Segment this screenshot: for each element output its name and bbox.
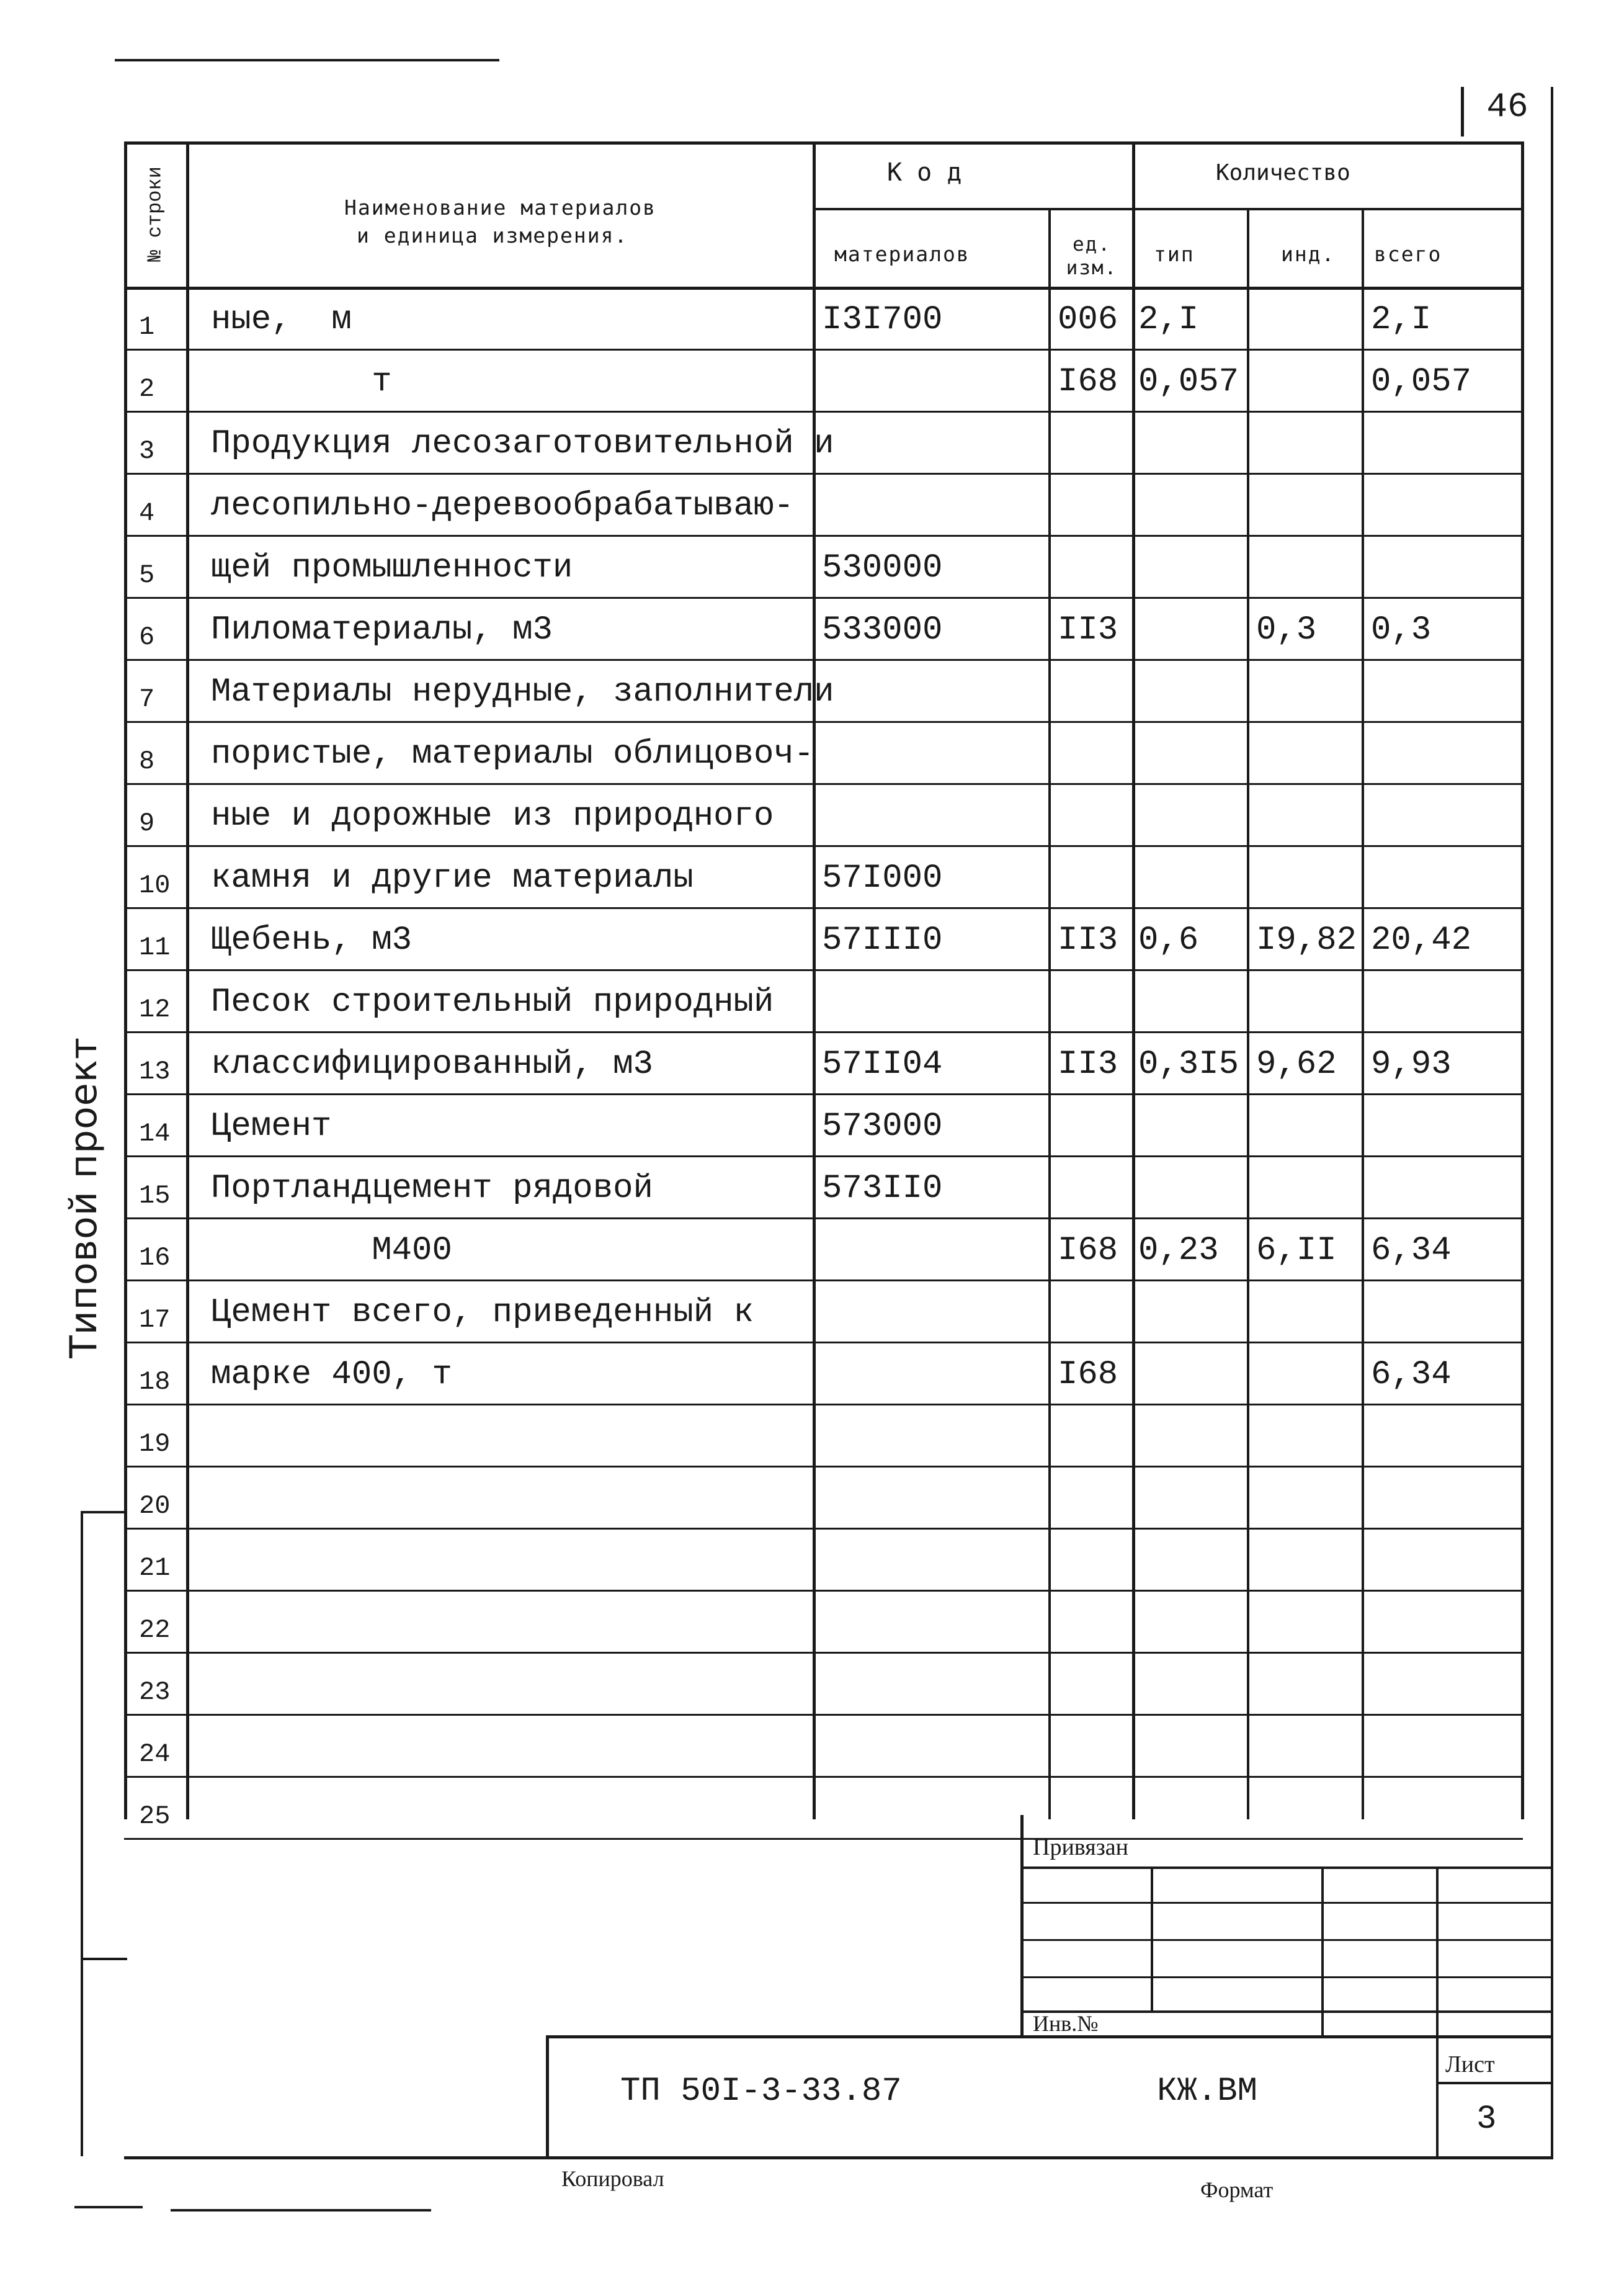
unit-code: I68 (1058, 363, 1118, 401)
unit-code: II3 (1058, 1046, 1118, 1083)
material-code: 530000 (822, 549, 943, 587)
quantity-total: 2,I (1371, 301, 1432, 339)
material-name: Песок строительный природный (211, 984, 774, 1021)
material-name: ные, м (211, 301, 352, 339)
material-name: классифицированный, м3 (211, 1046, 653, 1083)
row-number: 5 (139, 560, 155, 590)
quantity-total: 9,93 (1371, 1046, 1452, 1083)
quantity-total: 0,057 (1371, 363, 1472, 401)
quantity-ind: I9,82 (1256, 921, 1357, 959)
material-code: 57I000 (822, 859, 943, 897)
material-name: Портландцемент рядовой (211, 1170, 653, 1208)
material-name: щей промышленности (211, 549, 573, 587)
row-number: 19 (139, 1429, 171, 1459)
bottom-rule-mid (171, 2209, 431, 2212)
unit-code: II3 (1058, 921, 1118, 959)
row-number: 24 (139, 1739, 171, 1769)
material-name: Цемент (211, 1108, 332, 1145)
material-code: 57III0 (822, 921, 943, 959)
inventory-number-label: Инв.№ (1033, 2011, 1099, 2036)
material-code: 57II04 (822, 1046, 943, 1083)
privyazan-label: Привязан (1033, 1834, 1128, 1860)
row-number: 21 (139, 1553, 171, 1583)
row-number: 11 (139, 933, 171, 962)
material-name: Щебень, м3 (211, 921, 413, 959)
row-number: 8 (139, 746, 155, 776)
top-rule (115, 59, 499, 61)
material-name: Пиломатериалы, м3 (211, 611, 553, 649)
quantity-tip-header: тип (1154, 242, 1195, 266)
quantity-ind: 9,62 (1256, 1046, 1337, 1083)
quantity-tip: 0,6 (1138, 921, 1199, 959)
name-column-header-line1: Наименование материалов (344, 195, 656, 220)
row-number: 16 (139, 1243, 171, 1273)
unit-code: I68 (1058, 1356, 1118, 1394)
row-number: 23 (139, 1677, 171, 1707)
row-number: 4 (139, 498, 155, 528)
material-name: Материалы нерудные, заполнители (211, 673, 834, 711)
quantity-tip: 0,3I5 (1138, 1046, 1239, 1083)
quantity-ind: 6,II (1256, 1232, 1337, 1270)
material-name: ные и дорожные из природного (211, 797, 774, 835)
quantity-total: 6,34 (1371, 1356, 1452, 1394)
material-name: т (211, 363, 392, 401)
row-number: 12 (139, 995, 171, 1024)
code-material-header: материалов (834, 242, 970, 266)
row-number: 17 (139, 1305, 171, 1335)
bottom-rule-left (74, 2206, 143, 2208)
name-column-header-line2: и единица измерения. (357, 223, 628, 248)
quantity-total-header: всего (1374, 242, 1442, 266)
row-number: 14 (139, 1119, 171, 1149)
material-code: 573II0 (822, 1170, 943, 1208)
row-number: 18 (139, 1367, 171, 1397)
quantity-ind-header: инд. (1281, 242, 1336, 266)
side-frame (81, 1511, 83, 2156)
document-code: КЖ.ВМ (1157, 2073, 1258, 2110)
side-title: Типовой проект (62, 1037, 105, 1358)
row-number: 22 (139, 1615, 171, 1645)
row-number: 25 (139, 1801, 171, 1831)
row-number: 2 (139, 374, 155, 404)
quantity-total: 20,42 (1371, 921, 1472, 959)
row-number-header: № строки (143, 166, 167, 262)
quantity-total: 0,3 (1371, 611, 1432, 649)
row-number: 3 (139, 436, 155, 466)
quantity-ind: 0,3 (1256, 611, 1317, 649)
unit-code: I68 (1058, 1232, 1118, 1270)
sheet-label: Лист (1445, 2051, 1495, 2077)
row-number: 6 (139, 622, 155, 652)
quantity-tip: 2,I (1138, 301, 1199, 339)
material-name: лесопильно-деревообрабатываю- (211, 487, 794, 525)
material-name: пористые, материалы облицовоч- (211, 735, 814, 773)
material-name: М400 (211, 1232, 452, 1270)
row-number: 20 (139, 1491, 171, 1521)
material-name: Цемент всего, приведенный к (211, 1294, 754, 1332)
page-number: 46 (1486, 87, 1528, 127)
code-unit-header: ед. изм. (1066, 233, 1118, 279)
row-number: 15 (139, 1181, 171, 1211)
row-number: 1 (139, 312, 155, 342)
code-group-header: К о д (887, 158, 962, 187)
project-code: ТП 50I-3-33.87 (620, 2073, 902, 2110)
row-number: 9 (139, 809, 155, 838)
unit-code: 006 (1058, 301, 1118, 339)
material-code: 573000 (822, 1108, 943, 1145)
copied-by-label: Копировал (561, 2166, 664, 2191)
row-number: 10 (139, 871, 171, 900)
unit-code: II3 (1058, 611, 1118, 649)
material-code: I3I700 (822, 301, 943, 339)
row-number: 7 (139, 684, 155, 714)
quantity-total: 6,34 (1371, 1232, 1452, 1270)
material-name: марке 400, т (211, 1356, 452, 1394)
format-label: Формат (1200, 2177, 1274, 2202)
quantity-group-header: Количество (1216, 160, 1350, 186)
material-name: камня и другие материалы (211, 859, 694, 897)
page-number-divider (1461, 87, 1464, 137)
material-name: Продукция лесозаготовительной и (211, 425, 834, 463)
sheet-number: 3 (1476, 2100, 1497, 2138)
quantity-tip: 0,057 (1138, 363, 1239, 401)
material-code: 533000 (822, 611, 943, 649)
quantity-tip: 0,23 (1138, 1232, 1219, 1270)
row-number: 13 (139, 1057, 171, 1087)
